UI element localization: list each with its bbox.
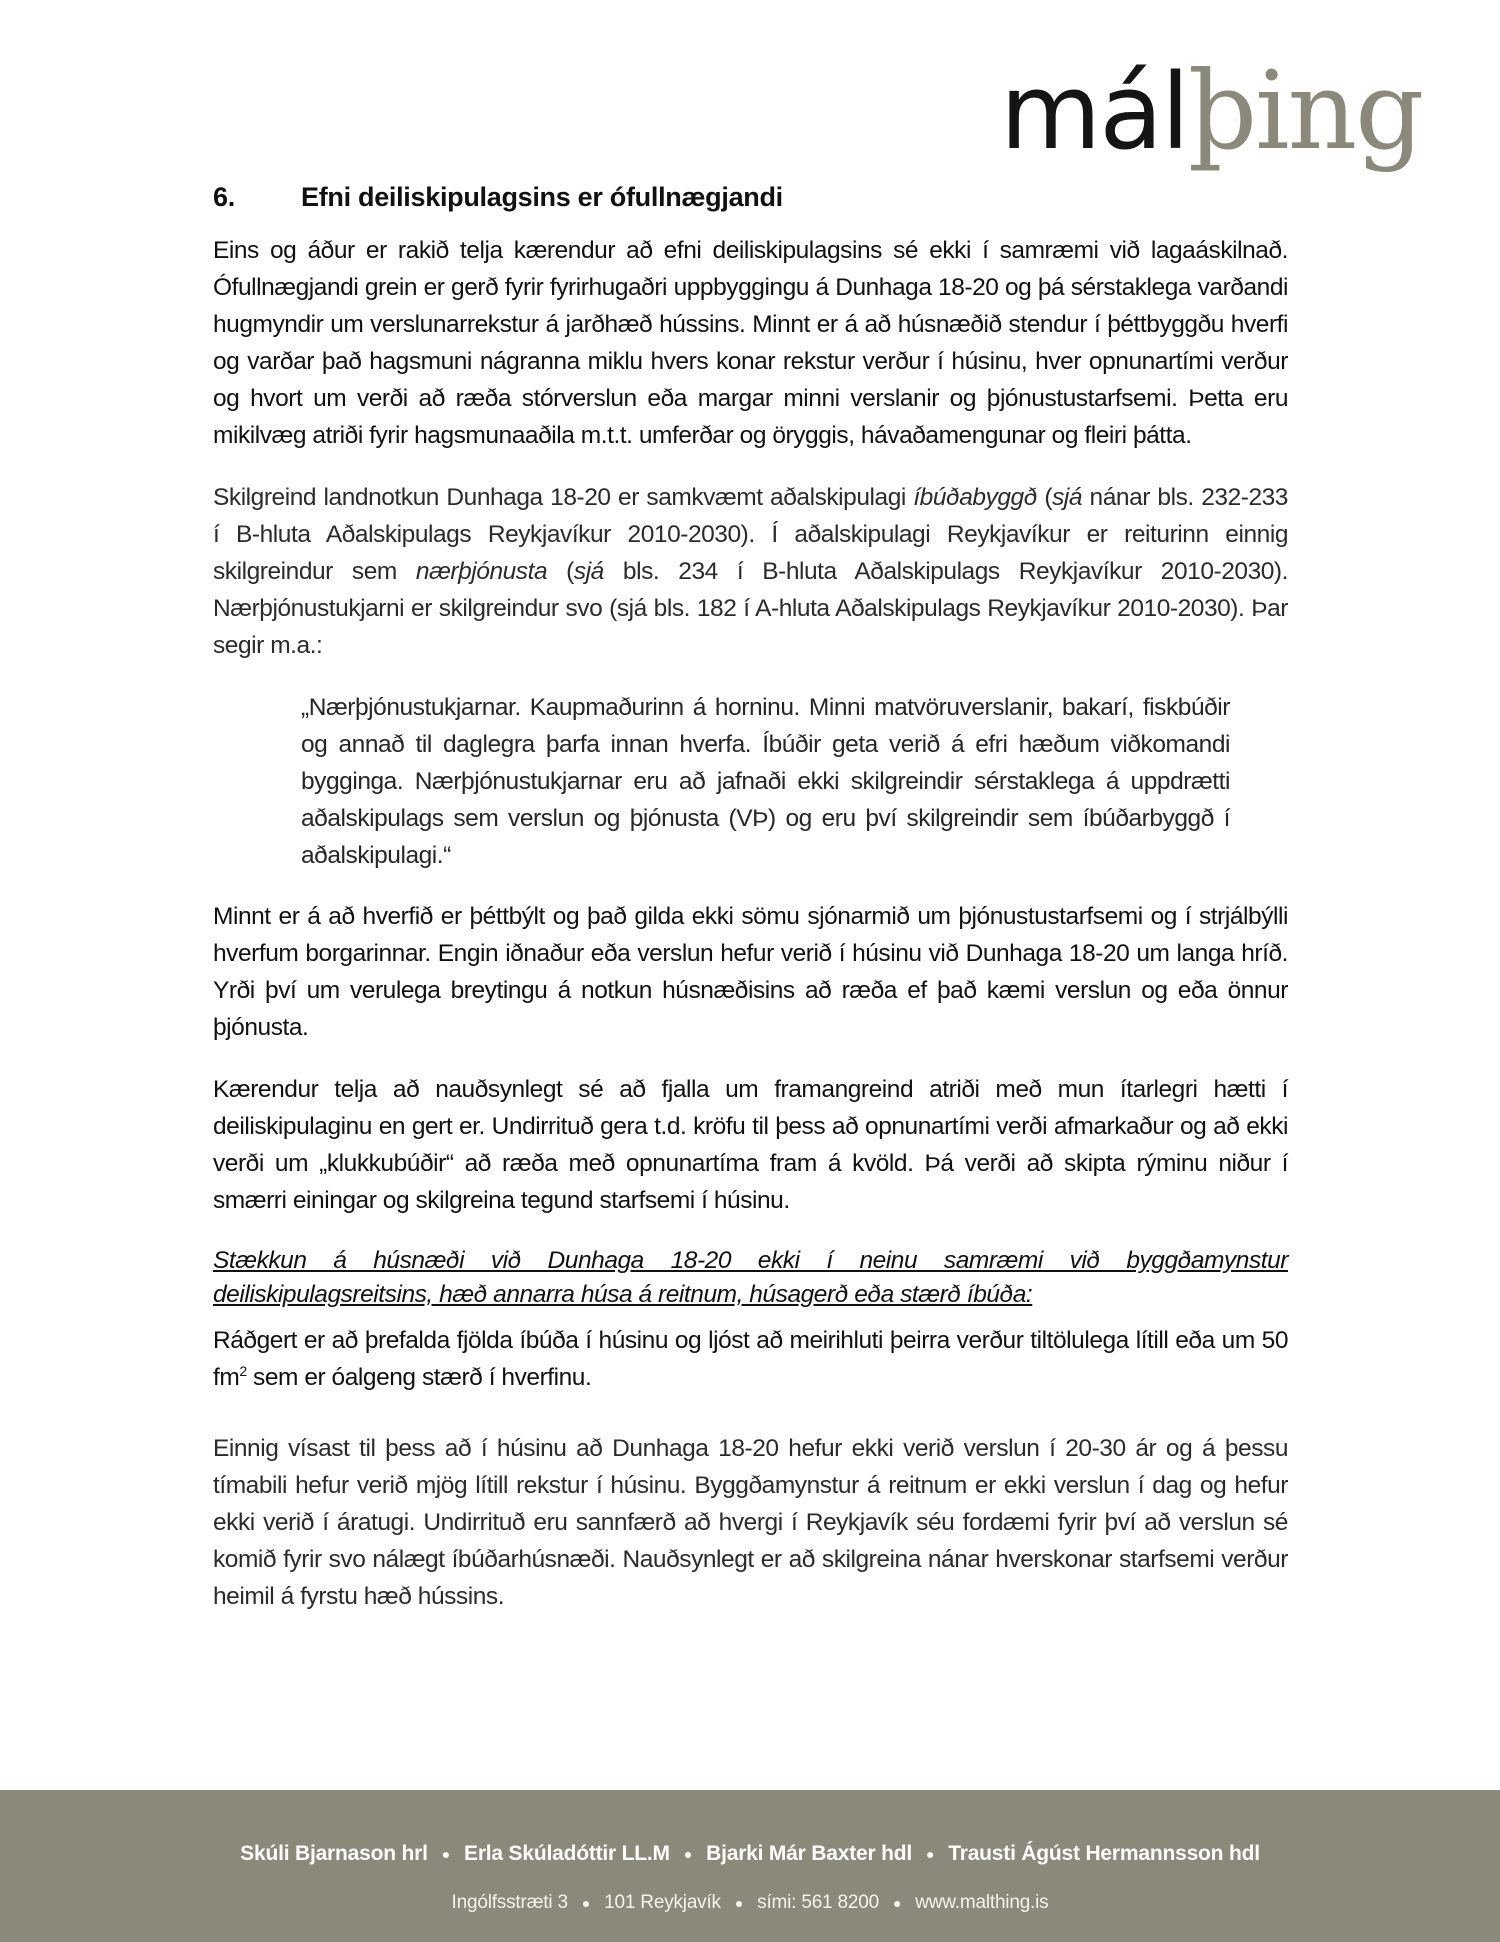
text-run: nánar bls. 232-233 í B-hluta Aðalskipulags Reykjavíkur 2010-2030). Í aðalskipulagi Reykjavíkur er reiturinn einnig skilgreindur sem [213,484,1288,585]
footer-city: 101 Reykjavík [604,1892,721,1913]
document-body [213,180,1288,1640]
paragraph-4: Kærendur telja að nauðsynlegt sé að fjalla um framangreind atriði með mun ítarlegri hætti í deiliskipulaginu en gert er. Undirrituð gera t.d. kröfu til þess að opnunartími verði afmarkaður og að ekki verði um „klukkubúðir“ að ræða með opnunartíma fram á kvöld. Þá verði að skipta rýminu niður í smærri einingar og skilgreina tegund starfsemi í húsinu. [213,1076,1288,1214]
footer-website-link[interactable]: www.malthing.is [915,1892,1049,1913]
logo-part-dark: mál [1000,51,1188,173]
paragraph-3: Minnt er á að hverfið er þéttbýlt og það gilda ekki sömu sjónarmið um þjónustustarfsemi og í strjálbýlli hverfum borgarinnar. Engin iðnaður eða verslun hefur verið í húsinu við Dunhaga 18-20 um langa hríð. Yrði því um verulega breytingu á notkun húsnæðisins að ræða ef það kæmi verslun og eða önnur þjónusta. [213,903,1288,1041]
text-run: bls. 234 í B-hluta Aðalskipulags Reykjavíkur 2010-2030). Nærþjónustukjarni er skilgreindur svo (sjá bls. 182 í A-hluta Aðalskipulags Reykjavíkur 2010-2030). Þar segir m.a.: [213,558,1288,659]
footer-street: Ingólfsstræti 3 [451,1892,568,1913]
text-run: ( [547,558,574,585]
footer-name: Trausti Ágúst Hermannsson hdl [948,1842,1260,1865]
logo-part-light: þing [1187,49,1423,174]
footer-name: Skúli Bjarnason hrl [240,1842,428,1865]
paragraph-1: Eins og áður er rakið telja kærendur að efni deiliskipulagsins sé ekki í samræmi við lagaáskilnað. Ófullnægjandi grein er gerð fyrir fyrirhugaðri uppbyggingu á Dunhaga 18-20 og þá sérstaklega varðandi hugmyndir um verslunarrekstur á jarðhæð hússins. Minnt er á að húsnæðið stendur í þéttbyggðu hverfi og varðar það hagsmuni nágranna miklu hvers konar rekstur verður í húsinu, hver opnunartími verður og hvort um verði að ræða stórverslun eða margar minni verslanir og þjónustustarfsemi. Þetta eru mikilvæg atriði fyrir hagsmunaaðila m.t.t. umferðar og öryggis, hávaðamengunar og fleiri þátta. [213,237,1288,449]
paragraph-5 [213,1322,1288,1396]
italic-run: sjá [1052,484,1083,511]
footer-names [0,1842,1500,1866]
italic-run: sjá [573,558,604,585]
bullet-separator-icon: ● [925,1846,935,1863]
section-heading [213,180,1288,214]
subheading: Stækkun á húsnæði við Dunhaga 18-20 ekki í neinu samræmi við byggðamynstur deiliskipulagsreitsins, hæð annarra húsa á reitnum, húsagerð eða stærð íbúða: [213,1247,1288,1308]
bullet-separator-icon: ● [892,1894,902,1911]
italic-run: nærþjónusta [415,558,548,585]
footer-phone: sími: 561 8200 [757,1892,879,1913]
superscript: 2 [239,1362,247,1379]
bullet-separator-icon: ● [581,1894,591,1911]
block-quote: „Nærþjónustukjarnar. Kaupmaðurinn á horninu. Minni matvöruverslanir, bakarí, fiskbúðir og annað til daglegra þarfa innan hverfa. Íbúðir geta verið á efri hæðum viðkomandi bygginga. Nærþjónustukjarnar eru að jafnaði ekki skilgreindir sérstaklega á uppdrætti aðalskipulags sem verslun og þjónusta (VÞ) og eru því skilgreindir sem íbúðarbyggð í aðalskipulagi.“ [301,694,1230,869]
text-run: ( [1036,484,1053,511]
bullet-separator-icon: ● [683,1846,693,1863]
text-run: Ráðgert er að þrefalda fjölda íbúða í húsinu og ljóst að meirihluti þeirra verður tiltölulega lítill eða um 50 fm [213,1327,1288,1391]
bullet-separator-icon: ● [441,1846,451,1863]
section-number: 6. [213,182,235,212]
malthing-logo [1000,49,1423,174]
paragraph-6: Einnig vísast til þess að í húsinu að Dunhaga 18-20 hefur ekki verið verslun í 20-30 ár og á þessu tímabili hefur verið mjög lítill rekstur í húsinu. Byggðamynstur á reitnum er ekki verslun í dag og hefur ekki verið í áratugi. Undirrituð eru sannfærð að hvergi í Reykjavík séu fordæmi fyrir því að verslun sé komið fyrir svo nálægt íbúðarhúsnæði. Nauðsynlegt er að skilgreina nánar hverskonar starfsemi verður heimil á fyrstu hæð hússins. [213,1435,1288,1610]
paragraph-2 [213,479,1288,664]
text-run: Skilgreind landnotkun Dunhaga 18-20 er samkvæmt aðalskipulagi [213,484,914,511]
italic-run: íbúðabyggð [913,484,1037,511]
letterhead-footer [0,1790,1500,1942]
footer-name: Erla Skúladóttir LL.M [464,1842,670,1865]
footer-name: Bjarki Már Baxter hdl [706,1842,912,1865]
text-run: sem er óalgeng stærð í hverfinu. [246,1364,592,1391]
section-title: Efni deiliskipulagsins er ófullnægjandi [301,182,783,212]
footer-address [0,1892,1500,1914]
bullet-separator-icon: ● [734,1894,744,1911]
